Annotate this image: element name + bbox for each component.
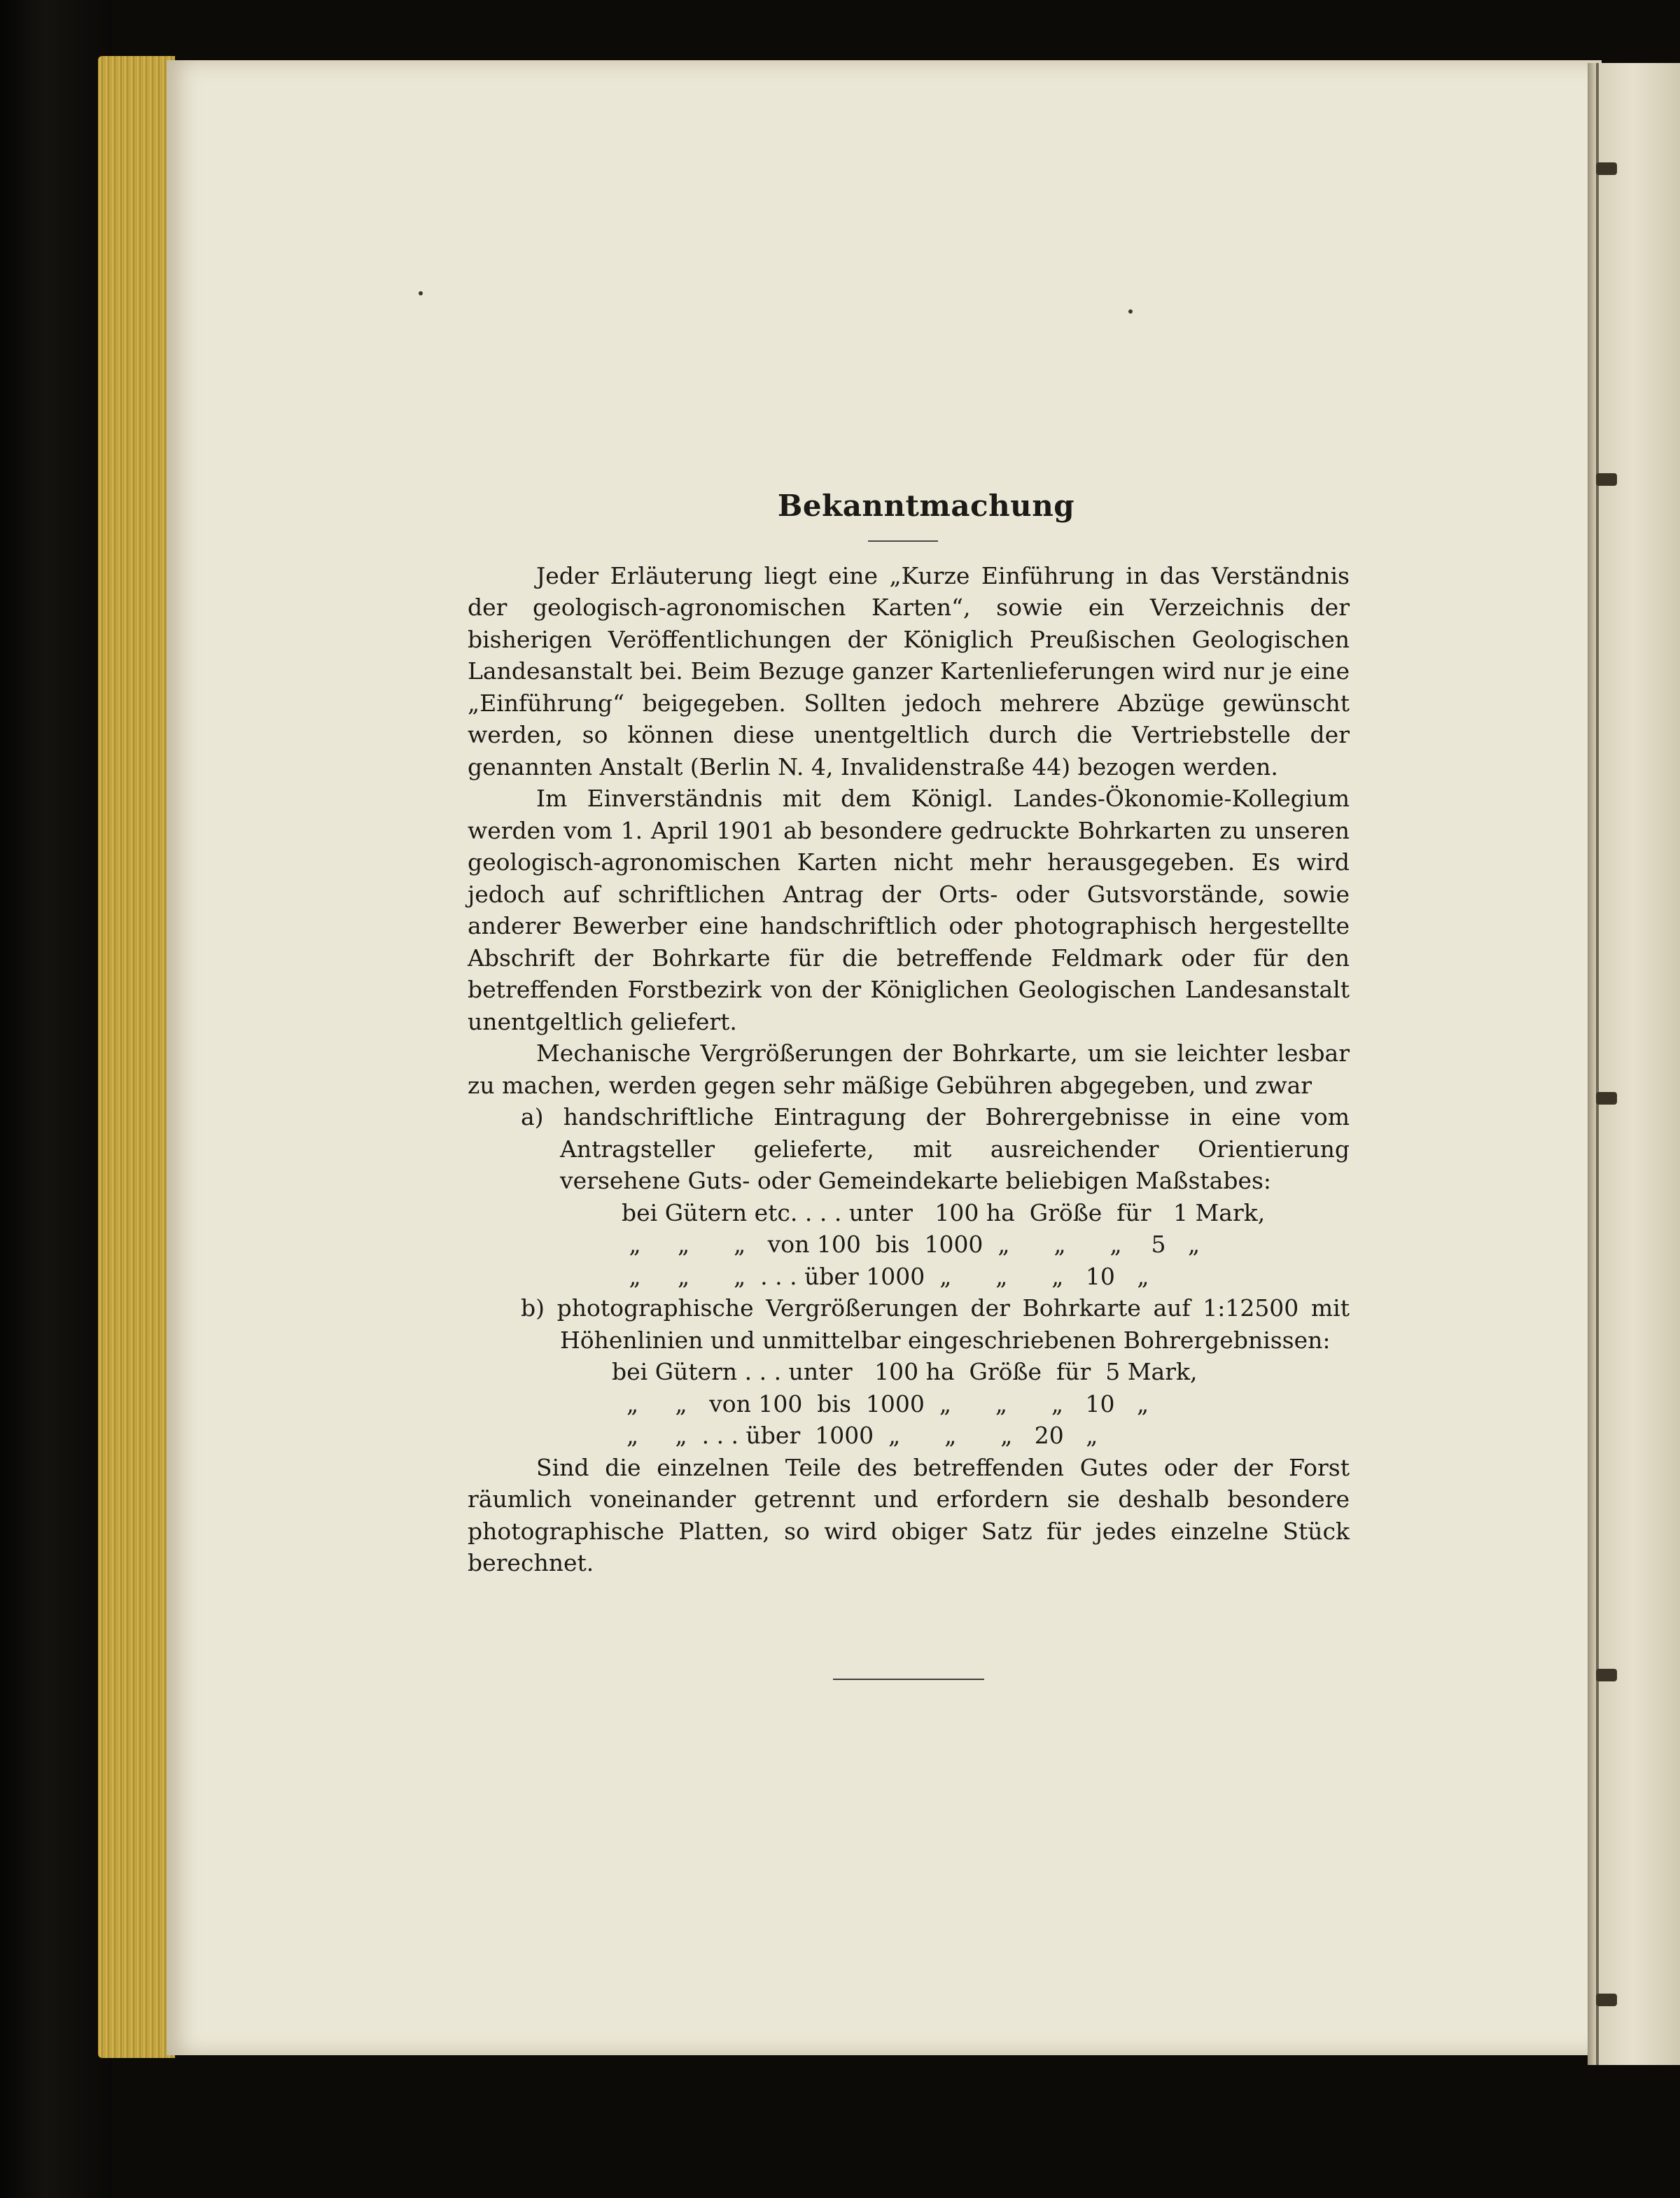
end-rule [833,1679,984,1680]
paragraph-bohrkarten: Im Einverständnis mit dem Königl. Landes-Ökonomie-Kollegium werden vom 1. April 1901 ab besondere gedruckte Bohrkarten zu unseren geologisch-agronomischen Karten nicht mehr herausgegeben. Es wird jedoch auf schriftlichen Antrag der Orts- oder Gutsvorstände, sowie anderer Bewerber eine handschriftlich oder photographisch hergestellte Abschrift der Bohrkarte für die betreffende Feldmark oder für den betreffenden Forstbezirk von der Königlichen Geologischen Landesanstalt unentgeltlich geliefert. [468,785,1350,1035]
price-row-b-3: „ „ . . . über 1000 „ „ „ 20 „ [612,1422,1098,1449]
book-cover [0,0,112,2198]
next-page-edge [1596,63,1680,2065]
binding-thread-mark [1596,1092,1617,1105]
binding-thread-mark [1596,162,1617,175]
paragraph-vergroesserungen: Mechanische Vergrößerungen der Bohrkarte, um sie leichter lesbar zu machen, werden gegen sehr mäßige Gebühren abgegeben, und zwar [468,1040,1350,1099]
binding-thread-mark [1596,473,1617,486]
paragraph-closing: Sind die einzelnen Teile des betreffenden Gutes oder der Forst räumlich voneinander getrennt und erfordern sie deshalb besondere photographische Platten, so wird obiger Satz für jedes einzelne Stück berechnet. [468,1453,1350,1576]
page-edges [98,56,175,2058]
page-title: Bekanntmachung [777,489,1075,523]
price-row-a-1: bei Gütern etc. . . . unter 100 ha Größe für 1 Mark, [622,1198,1266,1226]
binding-thread-mark [1596,1994,1617,2006]
price-row-b-1: bei Gütern . . . unter 100 ha Größe für 5 Mark, [612,1358,1198,1385]
title-rule [868,540,938,542]
list-item-a: a) handschriftliche Eintragung der Bohrergebnisse in eine vom Antragsteller gelieferte, mit ausreichender Orientierung versehene Guts- oder Gemeindekarte beliebigen Maßstabes: [521,1103,1350,1194]
price-row-a-3: „ „ „ . . . über 1000 „ „ „ 10 „ [622,1262,1149,1290]
paper-speck [419,291,423,295]
price-row-a-2: „ „ „ von 100 bis 1000 „ „ „ 5 „ [622,1231,1200,1258]
price-row-b-2: „ „ von 100 bis 1000 „ „ „ 10 „ [612,1390,1149,1418]
paper-speck [1128,309,1133,314]
binding-thread-mark [1596,1669,1617,1681]
paragraph-introduction: Jeder Erläuterung liegt eine „Kurze Einführung in das Verständnis der geologisch-agronomischen Karten“, sowie ein Verzeichnis der bisherigen Veröffentlichungen der Königlich Preußischen Geologischen Landesanstalt bei. Beim Bezuge ganzer Kartenlieferungen wird nur je eine „Einführung“ beigegeben. Sollten jedoch mehrere Abzüge gewünscht werden, so können diese unentgeltlich durch die Vertriebstelle der genannten Anstalt (Berlin N. 4, Invalidenstraße 44) bezogen werden. [468,561,1350,780]
document-body [468,490,1350,1579]
list-item-b: b) photographische Vergrößerungen der Bohrkarte auf 1:12500 mit Höhenlinien und unmittelbar eingeschriebenen Bohrergebnissen: [521,1294,1350,1354]
